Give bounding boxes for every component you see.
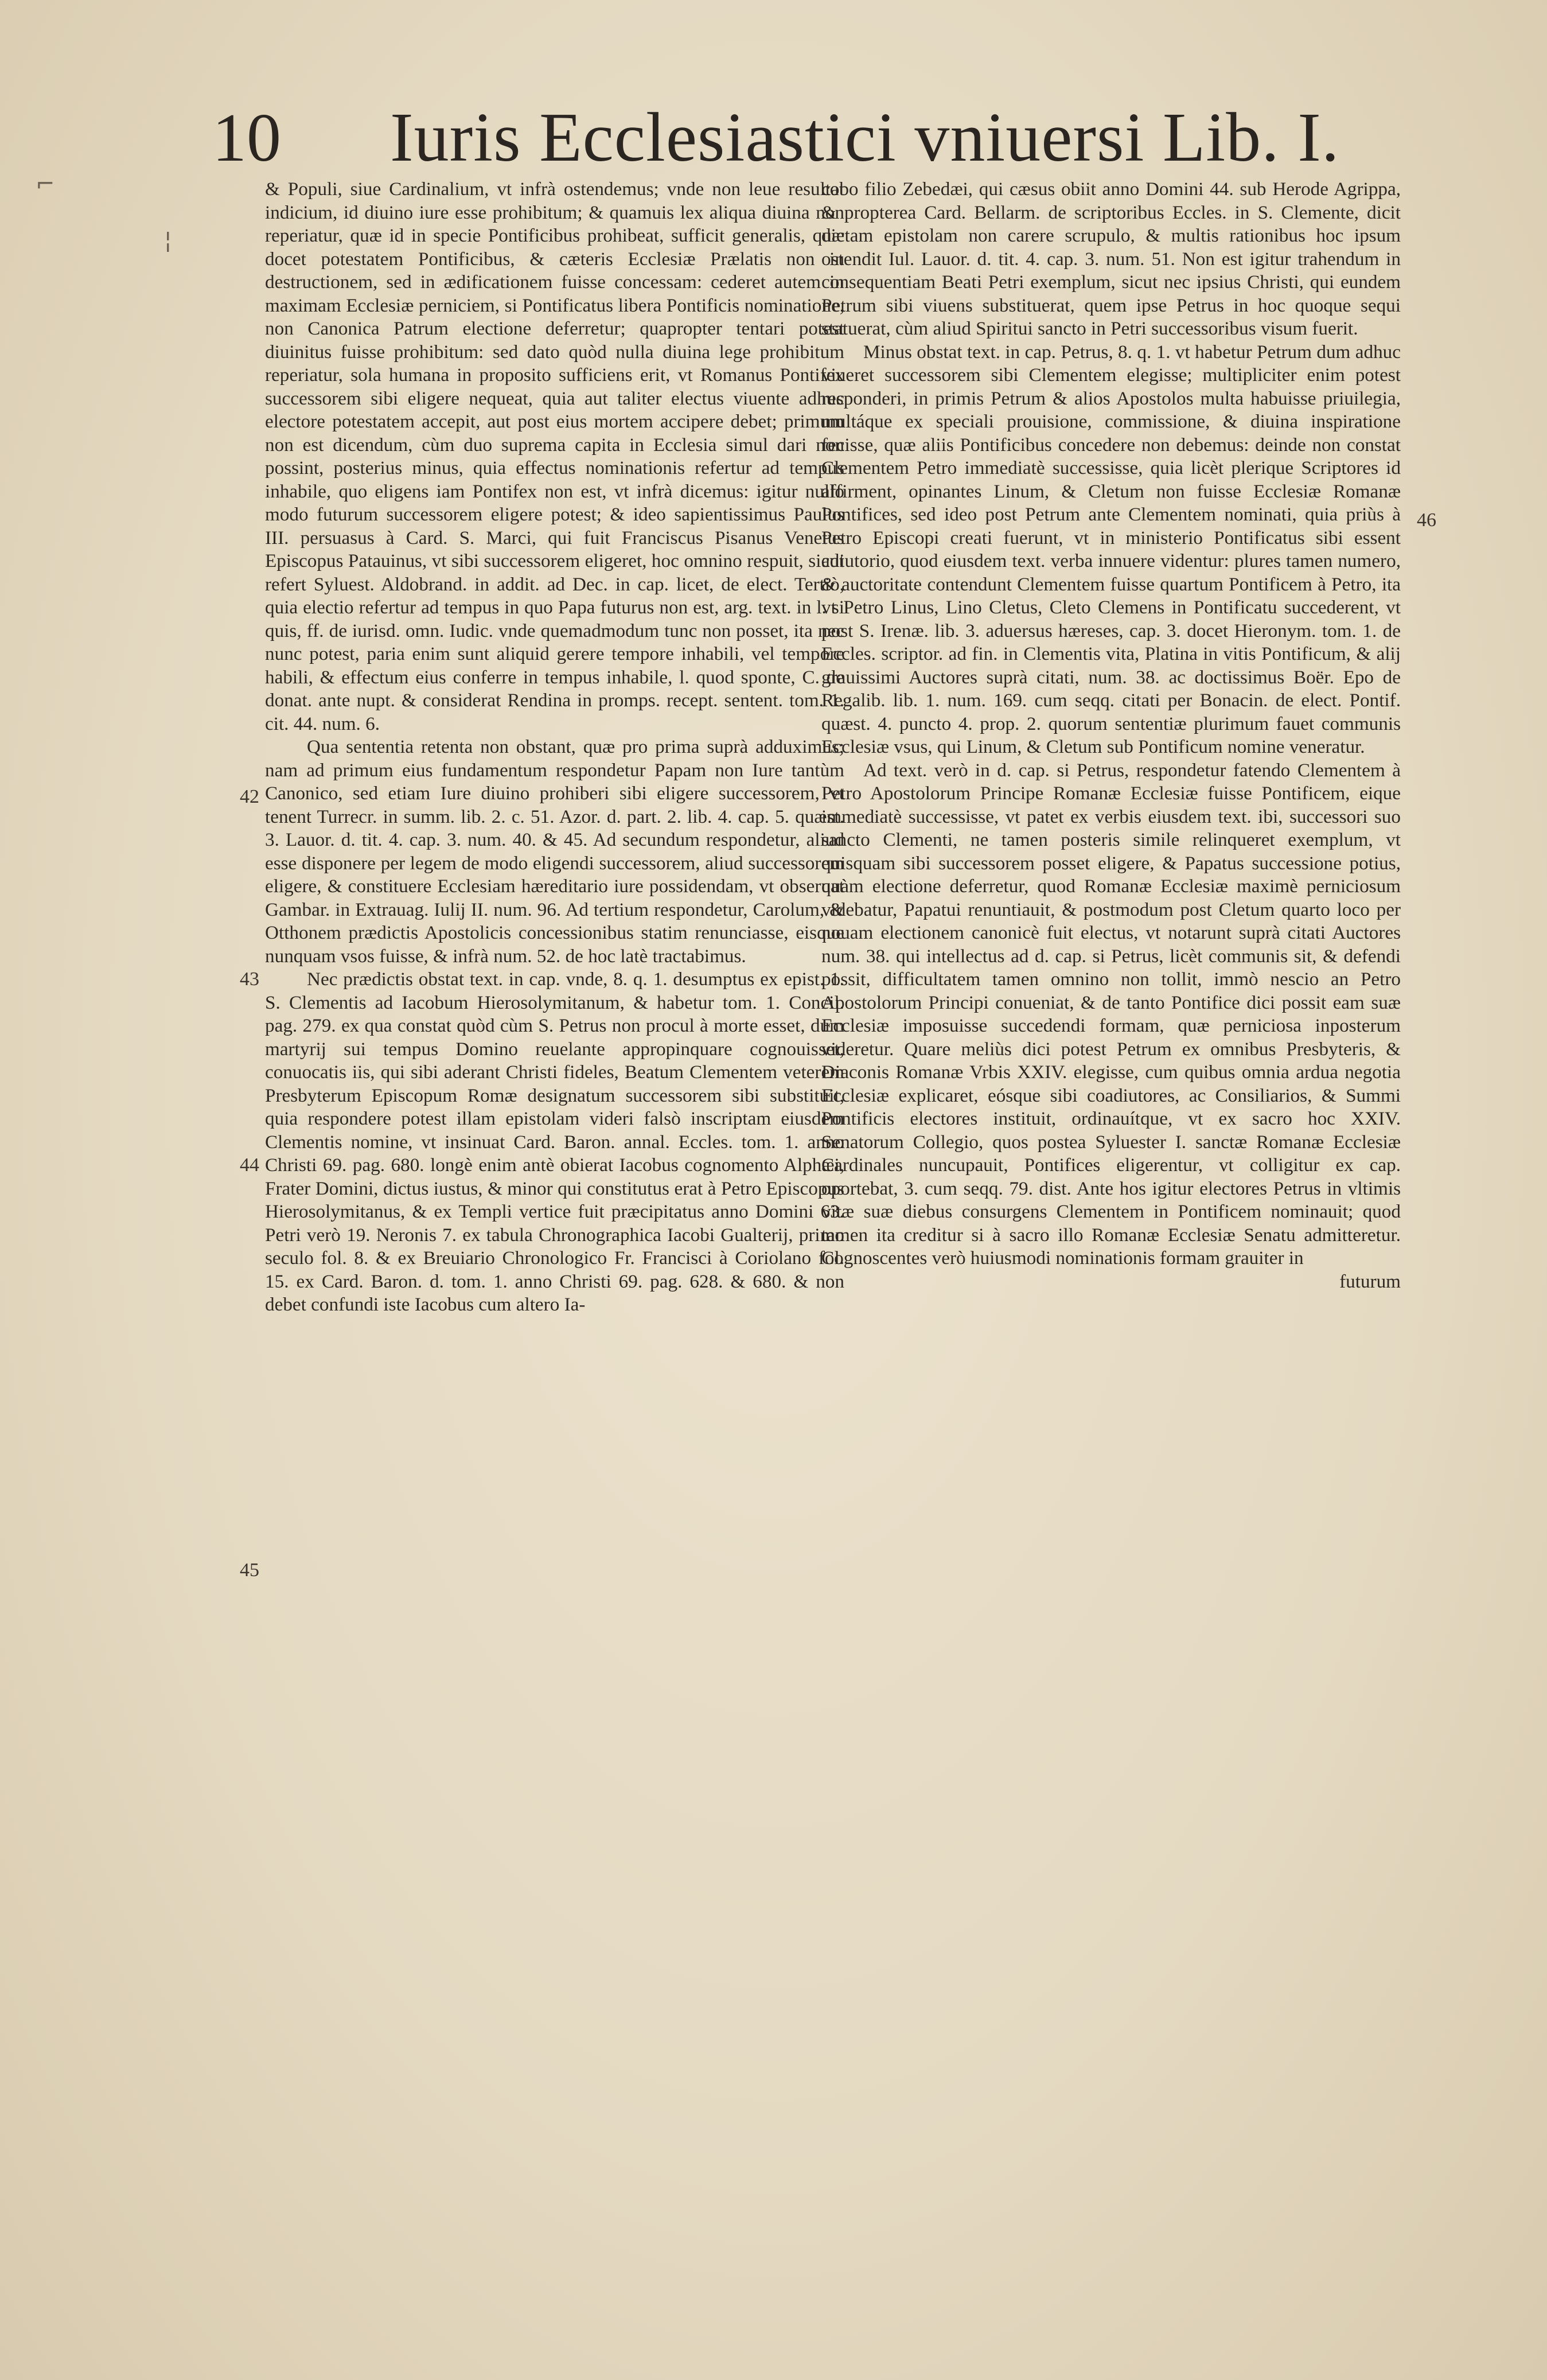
margin-tick-mark: ¦ [164, 227, 172, 254]
margin-number-42: 42 [240, 786, 259, 807]
running-title: Iuris Ecclesiastici vniuersi Lib. I. [390, 99, 1340, 176]
catchword: futurum [1339, 1270, 1401, 1292]
left-paragraph-2: Qua sententia retenta non obstant, quæ pro prima suprà adduximus; nam ad primum eius fundamentum respondetur Papam non Iure tantùm Canonico, sed etiam Iure diuino prohiberi sibi eligere successorem, vt tenent Turrecr. in summ. lib. 2. c. 51. Azor. d. part. 2. lib. 4. cap. 5. quæst. 3. Lauor. d. tit. 4. cap. 3. num. 40. & 45. Ad secundum respondetur, aliud esse disponere per legem de modo eligendi successorem, aliud successorem eligere, & constituere Ecclesiam hæreditario iure possidendam, vt obseruat Gambar. in Extrauag. Iulij II. num. 96. Ad tertium respondetur, Carolum, & Otthonem prædictis Apostolicis concessionibus statim renunciasse, eisque nunquam vsos fuisse, & infrà num. 52. de hoc latè tractabimus. [265, 736, 844, 967]
page-header [212, 92, 1359, 184]
left-paragraph-1: & Populi, siue Cardinalium, vt infrà ostendemus; vnde non leue resultat indicium, id diuino iure esse prohibitum; & quamuis lex aliqua diuina non reperiatur, quæ id in specie Pontificibus prohibeat, sufficit generalis, quæ docet potestatem Pontificibus, & cæteris Ecclesiæ Prælatis non in destructionem, sed in ædificationem fuisse concessam: cederet autem in maximam Ecclesiæ perniciem, si Pontificatus libera Pontificis nominatione, non Canonica Patrum electione deferretur; quapropter tentari potest diuinitus fuisse prohibitum: sed dato quòd nulla diuina lege prohibitum reperiatur, sola humana in proposito sufficiens erit, vt Romanus Pontifex successorem sibi eligere nequeat, quia aut taliter electus viuente adhuc electore potestatem accepit, aut post eius mortem accipere debet; primum non est dicendum, cùm duo suprema capita in Ecclesia simul dari non possint, posterius minus, quia effectus nominationis refertur ad tempus inhabile, quo eligens iam Pontifex non est, vt infrà dicemus: igitur nullo modo futurum successorem eligere potest; & ideo sapientissimus Paulus III. persuasus à Card. S. Marci, qui fuit Franciscus Pisanus Venetus Episcopus Patauinus, vt sibi successorem eligeret, hoc omnino respuit, sicut refert Syluest. Aldobrand. in addit. ad Dec. in cap. licet, de elect. Tertiò, quia electio refertur ad tempus in quo Papa futurus non est, arg. text. in l. si quis, ff. de iurisd. omn. Iudic. vnde quemadmodum tunc non posset, ita nec nunc potest, paria enim sunt aliquid gerere tempore inhabili, vel tempore habili, & effectum eius conferre in tempus inhabile, l. quod sponte, C. de donat. ante nupt. & considerat Rendina in promps. recept. sentent. tom. 1. cit. 44. num. 6. [265, 178, 844, 734]
left-column [265, 178, 844, 2266]
page-number: 10 [212, 99, 281, 176]
right-paragraph-3: Ad text. verò in d. cap. si Petrus, respondetur fatendo Clementem à Petro Apostolorum Principe Romanæ Ecclesiæ fuisse Pontificem, eique immediatè successisse, vt patet ex verbis eiusdem text. ibi, successori suo sancto Clementi, ne tamen posteris simile relinqueret exemplum, vt quisquam sibi successorem posset eligere, & Papatus successione potius, quàm electione deferretur, quod Romanæ Ecclesiæ maximè perniciosum videbatur, Papatui renuntiauit, & postmodum post Cletum quarto loco per nouam electionem canonicè fuit electus, vt notarunt suprà citati Auctores num. 38. qui intellectus ad d. cap. si Petrus, licèt communis sit, & defendi possit, difficultatem tamen omnino non tollit, immò nescio an Petro Apostolorum Principi conueniat, & de tanto Pontifice dici possit eam suæ Ecclesiæ imposuisse succedendi formam, quæ perniciosa inposterum videretur. Quare meliùs dici potest Petrum ex omnibus Presbyteris, & Diaconis Romanæ Vrbis XXIV. elegisse, cum quibus omnia ardua negotia Ecclesiæ explicaret, eósque sibi coadiutores, ac Consiliarios, & Summi Pontificis electores instituit, ordinauítque, vt ex sacro hoc XXIV. Senatorum Collegio, quos postea Syluester I. sanctæ Romanæ Ecclesiæ Cardinales nuncupauit, Pontifices eligerentur, vt colligitur ex cap. oportebat, 3. cum seqq. 79. dist. Ante hos igitur electores Petrus in vltimis vitæ suæ diebus consurgens Clementem in Pontificem nominauit; quod tamen ita creditur si à sacro illo Romanæ Ecclesiæ Senatu admitteretur. Cognoscentes verò huiusmodi nominationis formam grauiter in [821, 759, 1401, 1269]
margin-tick-mark: ⌐ [36, 171, 55, 197]
right-column [821, 178, 1401, 2266]
margin-number-44: 44 [240, 1154, 259, 1176]
right-paragraph-2: Minus obstat text. in cap. Petrus, 8. q. 1. vt habetur Petrum dum adhuc viueret successorem sibi Clementem elegisse; multipliciter enim potest responderi, in primis Petrum & alios Apostolos multa habuisse priuilegia, multáque ex speciali prouisione, commissione, & diuina inspiratione fecisse, quæ aliis Pontificibus concedere non debemus: deinde non constat Clementem Petro immediatè successisse, quia licèt plerique Scriptores id affirment, opinantes Linum, & Cletum non fuisse Ecclesiæ Romanæ Pontifices, sed ideo post Petrum ante Clementem nominati, quia priùs à Petro Episcopi creati fuerunt, vt in ministerio Pontificatus sibi essent adiutorio, quod eiusdem text. verba innuere videntur: plures tamen numero, & auctoritate contendunt Clementem fuisse quartum Pontificem à Petro, ita vt Petro Linus, Lino Cletus, Cleto Clemens in Pontificatu succederent, vt post S. Irenæ. lib. 3. aduersus hæreses, cap. 3. docet Hieronym. tom. 1. de Eccles. scriptor. ad fin. in Clementis vita, Platina in vitis Pontificum, & alij grauissimi Auctores suprà citati, num. 38. ac doctissimus Boër. Epo de Regalib. lib. 1. num. 169. cum seqq. citati per Bonacin. de elect. Pontif. quæst. 4. puncto 4. prop. 2. quorum sententiæ plurimum fauet communis Ecclesiæ vsus, qui Linum, & Cletum sub Pontificum nomine veneratur. [821, 341, 1401, 757]
margin-number-46: 46 [1417, 510, 1436, 531]
left-paragraph-3: Nec prædictis obstat text. in cap. vnde, 8. q. 1. desumptus ex epist. 1. S. Clementis ad Iacobum Hierosolymitanum, & habetur tom. 1. Concil. pag. 279. ex qua constat quòd cùm S. Petrus non procul à morte esset, dum martyrij sui tempus Domino reuelante appropinquare cognouisset, conuocatis iis, qui sibi aderant Christi fideles, Beatum Clementem veterem Presbyterum Episcopum Romæ designatum successorem sibi substituit, quia respondere potest illam epistolam videri falsò inscriptam eiusdem Clementis nomine, vt insinuat Card. Baron. annal. Eccles. tom. 1. anno Christi 69. pag. 680. longè enim antè obierat Iacobus cognomento Alphæi, Frater Domini, dictus iustus, & minor qui constitutus erat à Petro Episcopus Hierosolymitanus, & ex Templi vertice fuit præcipitatus anno Domini 63. Petri verò 19. Neronis 7. ex tabula Chronographica Iacobi Gualterij, primo seculo fol. 8. & ex Breuiario Chronologico Fr. Francisci à Coriolano fol. 15. ex Card. Baron. d. tom. 1. anno Christi 69. pag. 628. & 680. & non debet confundi iste Iacobus cum altero Ia- [265, 969, 844, 1315]
margin-number-45: 45 [240, 1560, 259, 1581]
margin-number-43: 43 [240, 969, 259, 990]
right-paragraph-1: cobo filio Zebedæi, qui cæsus obiit anno Domini 44. sub Herode Agrippa, & propterea Card. Bellarm. de scriptoribus Eccles. in S. Clemente, dicit dictam epistolam non carere scrupulo, & multis rationibus hoc ipsum ostendit Iul. Lauor. d. tit. 4. cap. 3. num. 51. Non est igitur trahendum in consequentiam Beati Petri exemplum, sicut nec ipsius Christi, qui eundem Petrum sibi viuens substituerat, quem ipse Petrus in hoc quoque sequi statuerat, cùm aliud Spiritui sancto in Petri successoribus visum fuerit. [821, 178, 1401, 339]
